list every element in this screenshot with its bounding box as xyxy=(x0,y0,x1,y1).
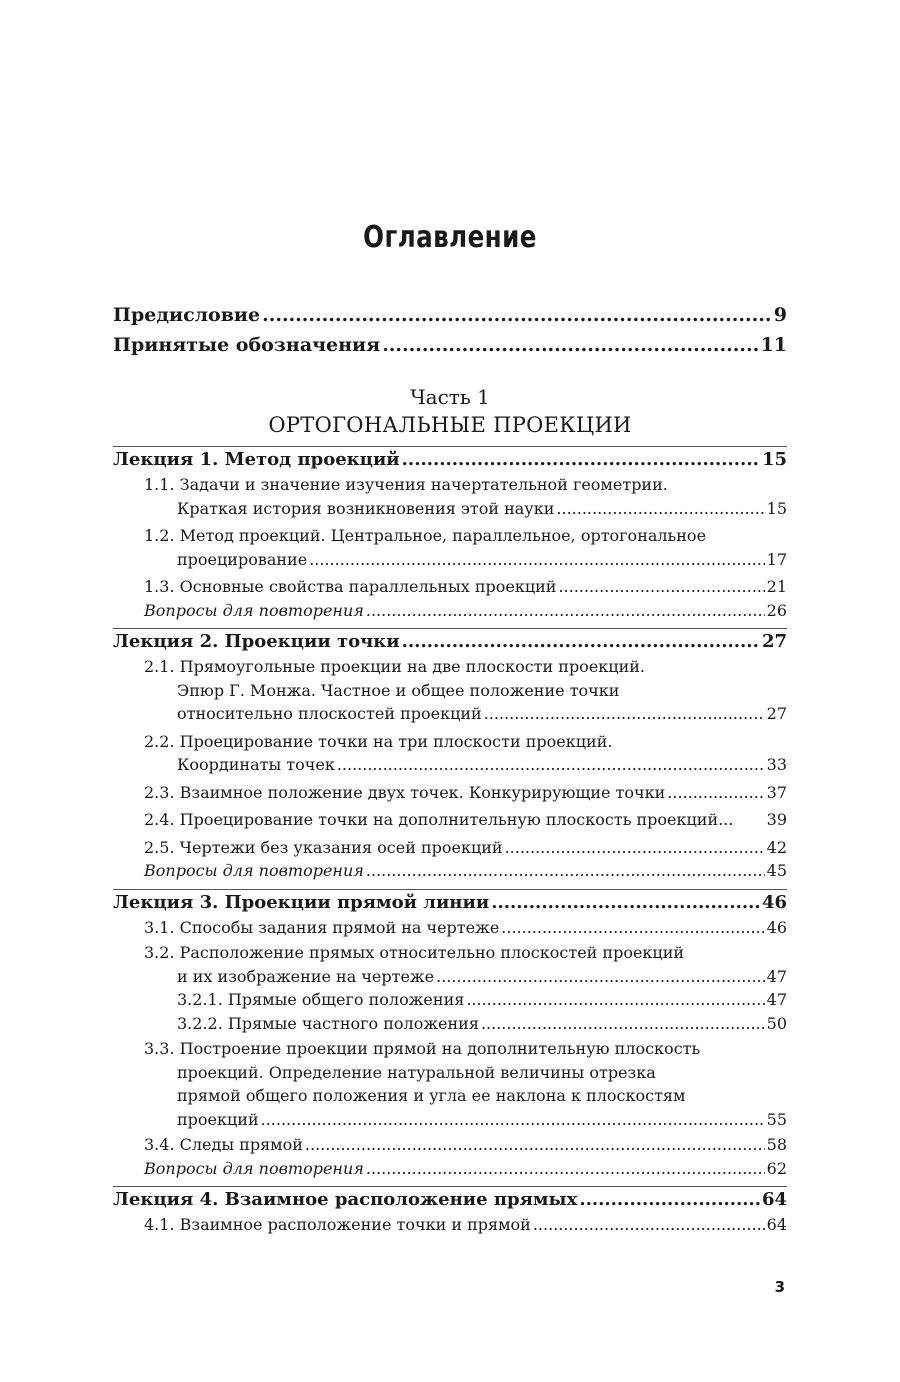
leader-dots xyxy=(337,753,765,777)
leader-dots xyxy=(579,1187,760,1213)
leader-dots xyxy=(466,988,764,1012)
leader-dots xyxy=(501,916,764,940)
toc-page-number: 15 xyxy=(766,498,787,518)
leader-dots xyxy=(262,300,772,330)
toc-entry-label: 3.1. Способы задания прямой на чертеже xyxy=(144,917,500,937)
toc-page-number: 45 xyxy=(766,861,787,880)
toc-page-number: 21 xyxy=(766,577,787,596)
toc-entry-lecture-2[interactable] xyxy=(113,629,787,655)
toc-entry-label: 3.4. Следы прямой xyxy=(144,1135,303,1154)
toc-entry-2-1-line2[interactable]: Эпюр Г. Монжа. Частное и общее положение точки xyxy=(177,680,620,700)
page-number: 3 xyxy=(774,1278,785,1296)
toc-entry-1-1-line1[interactable]: 1.1. Задачи и значение изучения начертательной геометрии. xyxy=(144,475,668,494)
toc-entry-label: Лекция 2. Проекции точки xyxy=(113,631,400,652)
leader-dots xyxy=(481,1012,765,1036)
toc-page-number: 27 xyxy=(766,704,787,723)
leader-dots xyxy=(366,599,765,623)
toc-page-number: 15 xyxy=(761,449,787,470)
leader-dots xyxy=(533,1213,765,1237)
leader-dots xyxy=(261,1108,765,1132)
leader-dots xyxy=(436,965,765,989)
toc-entry-3-2-1[interactable] xyxy=(113,988,787,1012)
toc-entry-2-1-line1[interactable]: 2.1. Прямоугольные проекции на две плоскости проекций. xyxy=(144,657,645,676)
part-title: ОРТОГОНАЛЬНЫЕ ПРОЕКЦИИ xyxy=(268,413,632,437)
toc-entry-3-3-line3[interactable]: прямой общего положения и угла ее наклона к плоскостям xyxy=(177,1086,686,1105)
toc-page-number: 9 xyxy=(773,304,787,326)
toc-entry-3-questions[interactable] xyxy=(113,1157,787,1181)
toc-entry-3-3-line2[interactable]: проекций. Определение натуральной величины отрезка xyxy=(177,1062,656,1082)
leader-dots xyxy=(484,702,765,726)
toc-entry-3-1[interactable] xyxy=(113,916,787,940)
toc-entry-2-3[interactable] xyxy=(113,781,787,805)
toc-entry-1-2[interactable] xyxy=(113,548,787,572)
toc-page-number: 50 xyxy=(766,1013,787,1033)
toc-entry-label: 1.3. Основные свойства параллельных проекций xyxy=(144,577,557,596)
leader-dots xyxy=(309,548,764,572)
toc-entry-label: проецирование xyxy=(177,549,308,569)
toc-entry-2-2-line1[interactable]: 2.2. Проецирование точки на три плоскости проекций. xyxy=(144,731,613,751)
leader-dots xyxy=(402,447,760,473)
toc-page-number: 58 xyxy=(766,1135,787,1154)
toc-entry-1-questions[interactable] xyxy=(113,599,787,623)
toc-entry-label: 2.5. Чертежи без указания осей проекций xyxy=(144,837,503,857)
toc-page-number: 62 xyxy=(766,1158,787,1178)
toc-entry-2-4[interactable] xyxy=(113,808,787,832)
toc-entry-3-4[interactable] xyxy=(113,1133,787,1157)
toc-entry-1-1[interactable] xyxy=(113,497,787,521)
toc-entry-label: 3.2.2. Прямые частного положения xyxy=(177,1013,479,1033)
leader-dots xyxy=(305,1133,765,1157)
toc-entry-lecture-1[interactable] xyxy=(113,447,787,473)
toc-entry-2-5[interactable] xyxy=(113,836,787,860)
toc-entry-3-3[interactable] xyxy=(113,1108,787,1132)
page-title: Оглавление xyxy=(363,220,537,255)
leader-dots xyxy=(667,781,764,805)
toc-entry-label: Принятые обозначения xyxy=(113,334,381,356)
leader-dots xyxy=(505,836,765,860)
toc-entry-label: 4.1. Взаимное расположение точки и прямой xyxy=(144,1215,531,1234)
leader-dots xyxy=(366,859,765,883)
toc-entry-1-3[interactable] xyxy=(113,575,787,599)
toc-page-number: 26 xyxy=(766,600,787,620)
toc-entry-3-2-line1[interactable]: 3.2. Расположение прямых относительно плоскостей проекций xyxy=(144,943,685,962)
toc-page-number: 46 xyxy=(761,891,787,913)
leader-dots xyxy=(556,497,764,521)
toc-entry-3-2[interactable] xyxy=(113,965,787,989)
toc-entry-label: 2.4. Проецирование точки на дополнительную плоскость проекций... xyxy=(144,810,734,829)
toc-entry-label: проекций xyxy=(177,1109,259,1129)
leader-dots xyxy=(402,629,760,655)
toc-entry-label: Лекция 4. Взаимное расположение прямых xyxy=(113,1189,578,1210)
toc-entry-label: Вопросы для повторения xyxy=(144,861,364,880)
leader-dots xyxy=(491,890,760,916)
toc-page-number: 55 xyxy=(766,1109,787,1129)
part-label: Часть 1 xyxy=(410,385,490,409)
toc-page-number: 46 xyxy=(766,917,787,937)
toc-page-number: 39 xyxy=(766,810,787,829)
toc-entry-4-1[interactable] xyxy=(113,1213,787,1237)
toc-page-number: 27 xyxy=(761,631,787,652)
toc-entry-label: Вопросы для повторения xyxy=(144,600,364,620)
leader-dots xyxy=(558,575,764,599)
toc-entry-lecture-3[interactable] xyxy=(113,890,787,916)
toc-page-number: 47 xyxy=(766,990,787,1009)
toc-entry-label: Предисловие xyxy=(113,304,261,326)
toc-page-number: 17 xyxy=(766,549,787,569)
toc-page-number: 64 xyxy=(766,1215,787,1234)
toc-entry-lecture-4[interactable] xyxy=(113,1187,787,1213)
toc-page-number: 64 xyxy=(761,1189,787,1210)
toc-entry-label: Лекция 1. Метод проекций xyxy=(113,449,400,470)
leader-dots xyxy=(366,1157,765,1181)
toc-entry-label: Координаты точек xyxy=(177,755,335,774)
leader-dots xyxy=(382,330,758,360)
toc-page-number: 47 xyxy=(766,966,787,986)
toc-page-number: 37 xyxy=(766,782,787,802)
toc-entry-label: 2.3. Взаимное положение двух точек. Конкурирующие точки xyxy=(144,782,666,802)
toc-entry-2-questions[interactable] xyxy=(113,859,787,883)
toc-entry-notation[interactable] xyxy=(113,330,787,360)
toc-entry-2-1[interactable] xyxy=(113,702,787,726)
toc-page-number: 11 xyxy=(760,334,787,356)
toc-entry-preface[interactable] xyxy=(113,300,787,330)
toc-entry-2-2[interactable] xyxy=(113,753,787,777)
table-of-contents xyxy=(113,300,787,1237)
toc-entry-label: относительно плоскостей проекций xyxy=(177,704,482,723)
toc-entry-3-2-2[interactable] xyxy=(113,1012,787,1036)
toc-entry-label: и их изображение на чертеже xyxy=(177,966,435,986)
toc-entry-label: Лекция 3. Проекции прямой линии xyxy=(113,891,490,913)
toc-entry-label: Краткая история возникновения этой науки xyxy=(177,498,555,518)
toc-entry-label: 3.2.1. Прямые общего положения xyxy=(177,990,465,1009)
toc-entry-label: Вопросы для повторения xyxy=(144,1158,364,1178)
toc-entry-3-3-line1[interactable]: 3.3. Построение проекции прямой на дополнительную плоскость xyxy=(144,1039,701,1058)
toc-page-number: 42 xyxy=(766,837,787,857)
toc-entry-1-2-line1[interactable]: 1.2. Метод проекций. Центральное, параллельное, ортогональное xyxy=(144,526,707,545)
toc-page-number: 33 xyxy=(766,755,787,774)
